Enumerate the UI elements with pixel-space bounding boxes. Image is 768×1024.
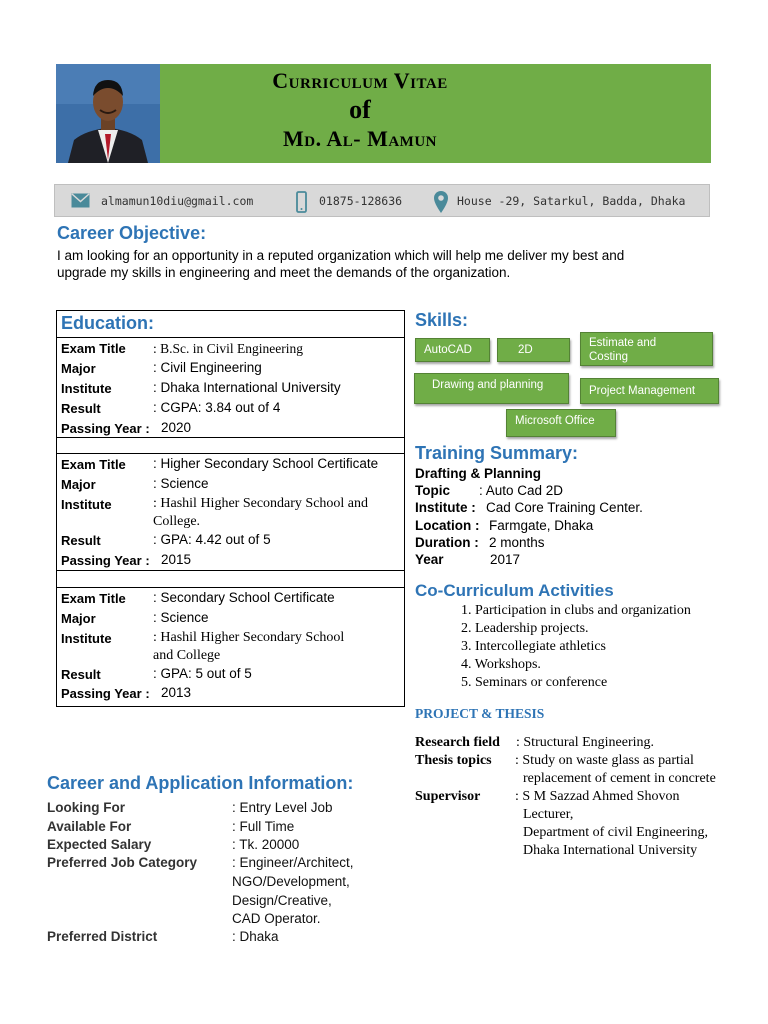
- supervisor-label: Supervisor: [415, 789, 481, 804]
- preferred-district-value: : Dhaka: [232, 929, 279, 944]
- profile-photo: [56, 64, 160, 163]
- edu-institute-value: : Dhaka International University: [153, 380, 341, 395]
- available-for-value: : Full Time: [232, 819, 295, 834]
- contact-phone[interactable]: 01875-128636: [319, 194, 403, 208]
- edu-year-value: 2013: [161, 685, 192, 700]
- job-category-value-line1: : Engineer/Architect,: [232, 855, 354, 870]
- edu-result-value: : GPA: 4.42 out of 5: [153, 532, 271, 547]
- research-field-value: : Structural Engineering.: [516, 735, 655, 750]
- training-institute-label: Institute :: [415, 500, 476, 515]
- co-curriculum-heading: Co-Curriculum Activities: [415, 581, 614, 600]
- table-divider: [57, 437, 404, 438]
- edu-institute-value-line2: and College: [153, 648, 221, 663]
- thesis-topics-value-line2: replacement of cement in concrete: [523, 771, 716, 786]
- thesis-topics-label: Thesis topics: [415, 753, 492, 768]
- edu-year-label: Passing Year :: [61, 686, 150, 701]
- contact-email[interactable]: almamun10diu@gmail.com: [101, 194, 254, 208]
- edu-institute-label: Institute: [61, 631, 112, 646]
- table-divider: [57, 570, 404, 571]
- envelope-icon: [71, 193, 90, 213]
- edu-exam-label: Exam Title: [61, 457, 126, 472]
- cv-name: Md. Al- Mamun: [282, 126, 438, 151]
- activity-item: 1. Participation in clubs and organization: [461, 603, 691, 618]
- supervisor-value-line2: Lecturer,: [523, 807, 574, 822]
- edu-institute-label: Institute: [61, 497, 112, 512]
- edu-exam-value: : Higher Secondary School Certificate: [153, 456, 379, 471]
- looking-for-label: Looking For: [47, 800, 125, 815]
- skill-badge: Project Management: [580, 378, 719, 404]
- skill-badge: Microsoft Office: [506, 409, 616, 437]
- career-objective-text-line1: I am looking for an opportunity in a reputed organization which will help me deliver my best and: [57, 248, 625, 263]
- edu-year-value: 2020: [161, 420, 192, 435]
- job-category-value-line3: Design/Creative,: [232, 893, 332, 908]
- research-field-label: Research field: [415, 735, 500, 750]
- edu-exam-label: Exam Title: [61, 341, 126, 356]
- edu-major-value: : Civil Engineering: [153, 360, 262, 375]
- edu-year-label: Passing Year :: [61, 553, 150, 568]
- available-for-label: Available For: [47, 819, 132, 834]
- training-topic-value: : Auto Cad 2D: [479, 483, 564, 498]
- contact-address: House -29, Satarkul, Badda, Dhaka: [457, 194, 686, 208]
- skill-badge: 2D: [497, 338, 570, 362]
- edu-result-value: : GPA: 5 out of 5: [153, 666, 252, 681]
- cv-title-of: of: [349, 95, 371, 124]
- job-category-value-line2: NGO/Development,: [232, 874, 350, 889]
- edu-exam-value: : Secondary School Certificate: [153, 590, 335, 605]
- supervisor-value-line3: Department of civil Engineering,: [523, 825, 709, 840]
- table-divider: [57, 453, 404, 454]
- training-duration-label: Duration :: [415, 535, 479, 550]
- edu-major-value: : Science: [153, 476, 209, 491]
- expected-salary-label: Expected Salary: [47, 837, 152, 852]
- location-pin-icon: [433, 190, 449, 219]
- activity-item: 2. Leadership projects.: [461, 621, 589, 636]
- skill-badge-line: Estimate and: [589, 337, 657, 349]
- skill-badge-line: Costing: [589, 351, 628, 363]
- training-heading: Training Summary:: [415, 443, 579, 463]
- training-location-value: Farmgate, Dhaka: [489, 518, 594, 533]
- thesis-topics-value-line1: : Study on waste glass as partial: [515, 753, 694, 768]
- edu-result-label: Result: [61, 667, 101, 682]
- skill-badge: [580, 332, 713, 366]
- table-divider: [57, 587, 404, 588]
- edu-result-label: Result: [61, 401, 101, 416]
- job-category-label: Preferred Job Category: [47, 855, 198, 870]
- career-objective-heading: Career Objective:: [57, 223, 207, 243]
- activity-item: 3. Intercollegiate athletics: [461, 639, 606, 654]
- training-location-label: Location :: [415, 518, 480, 533]
- mobile-phone-icon: [296, 191, 307, 218]
- edu-exam-label: Exam Title: [61, 591, 126, 606]
- training-subtitle: Drafting & Planning: [415, 466, 541, 481]
- edu-institute-value-line1: : Hashil Higher Secondary School and: [153, 496, 369, 511]
- edu-result-label: Result: [61, 533, 101, 548]
- edu-year-value: 2015: [161, 552, 192, 567]
- training-institute-value: Cad Core Training Center.: [486, 500, 643, 515]
- table-divider: [57, 337, 404, 338]
- supervisor-value-line4: Dhaka International University: [523, 843, 698, 858]
- career-objective-text-line2: upgrade my skills in engineering and meet the demands of the organization.: [57, 265, 511, 280]
- edu-major-value: : Science: [153, 610, 209, 625]
- edu-result-value: : CGPA: 3.84 out of 4: [153, 400, 281, 415]
- cv-title: Curriculum Vitae: [272, 68, 448, 93]
- activity-item: 4. Workshops.: [461, 657, 541, 672]
- career-info-heading: Career and Application Information:: [47, 773, 354, 793]
- training-duration-value: 2 months: [489, 535, 545, 550]
- edu-major-label: Major: [61, 477, 96, 492]
- expected-salary-value: : Tk. 20000: [232, 837, 300, 852]
- looking-for-value: : Entry Level Job: [232, 800, 333, 815]
- edu-major-label: Major: [61, 361, 96, 376]
- project-thesis-heading: PROJECT & THESIS: [415, 706, 545, 721]
- edu-institute-value-line2: College.: [153, 514, 201, 529]
- edu-exam-value: : B.Sc. in Civil Engineering: [153, 341, 303, 356]
- education-heading: Education:: [61, 313, 154, 333]
- edu-major-label: Major: [61, 611, 96, 626]
- preferred-district-label: Preferred District: [47, 929, 158, 944]
- edu-institute-value-line1: : Hashil Higher Secondary School: [153, 630, 345, 645]
- skill-badge: Drawing and planning: [414, 373, 569, 404]
- job-category-value-line4: CAD Operator.: [232, 911, 321, 926]
- training-year-label: Year: [415, 552, 444, 567]
- edu-institute-label: Institute: [61, 381, 112, 396]
- activity-item: 5. Seminars or conference: [461, 675, 608, 690]
- edu-year-label: Passing Year :: [61, 421, 150, 436]
- skills-heading: Skills:: [415, 310, 469, 330]
- supervisor-value-line1: : S M Sazzad Ahmed Shovon: [515, 789, 680, 804]
- training-topic-label: Topic: [415, 483, 450, 498]
- training-year-value: 2017: [490, 552, 521, 567]
- skill-badge: AutoCAD: [415, 338, 490, 362]
